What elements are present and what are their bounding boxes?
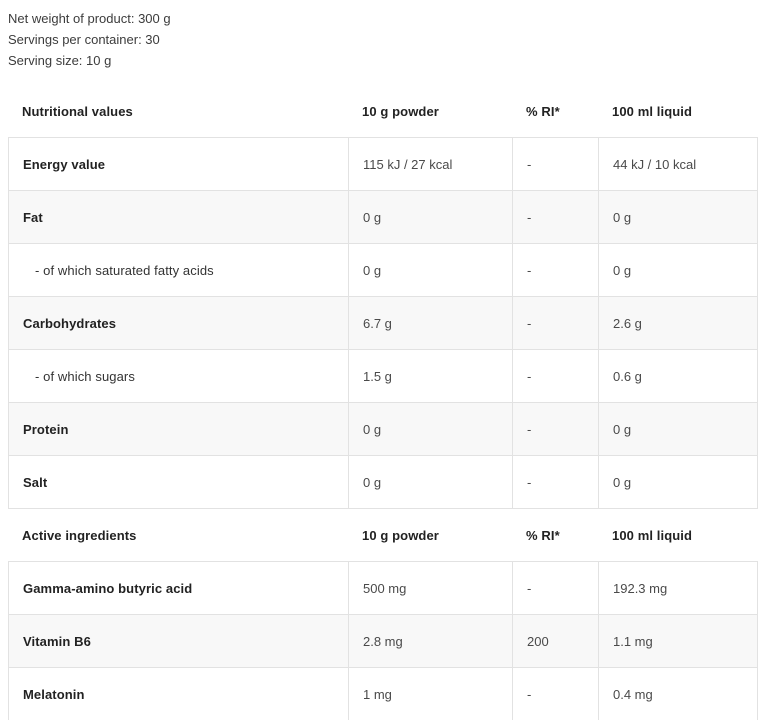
nutritional-values-table xyxy=(8,137,758,509)
liquid-value: 0.6 g xyxy=(598,350,757,402)
ri-value: - xyxy=(512,244,598,296)
table-row xyxy=(9,402,757,455)
table-row xyxy=(9,243,757,296)
nutritional-values-section xyxy=(8,85,758,509)
powder-value: 0 g xyxy=(348,456,512,508)
table-row xyxy=(9,562,757,614)
row-label-sub: - of which sugars xyxy=(35,368,135,384)
servings-text: Servings per container: 30 xyxy=(8,32,160,47)
ri-value: 200 xyxy=(512,615,598,667)
row-label: Vitamin B6 xyxy=(23,633,91,649)
row-label: Energy value xyxy=(23,156,106,172)
powder-value: 0 g xyxy=(348,191,512,243)
liquid-value: 0 g xyxy=(598,456,757,508)
header-powder: 10 g powder xyxy=(362,103,439,119)
ri-value: - xyxy=(512,403,598,455)
powder-value: 6.7 g xyxy=(348,297,512,349)
row-label: Protein xyxy=(23,421,69,437)
net-weight-text: Net weight of product: 300 g xyxy=(8,11,171,26)
serving-size-text: Serving size: 10 g xyxy=(8,53,112,68)
table-row xyxy=(9,138,757,190)
powder-value: 500 mg xyxy=(348,562,512,614)
table-row xyxy=(9,667,757,720)
header-powder: 10 g powder xyxy=(362,527,439,543)
ri-value: - xyxy=(512,297,598,349)
ri-value: - xyxy=(512,668,598,720)
row-label: Carbohydrates xyxy=(23,315,117,331)
header-ri: % RI* xyxy=(526,103,560,119)
row-label: Salt xyxy=(23,474,48,490)
table-row xyxy=(9,296,757,349)
row-label-sub: - of which saturated fatty acids xyxy=(35,262,214,278)
liquid-value: 2.6 g xyxy=(598,297,757,349)
ri-value: - xyxy=(512,456,598,508)
liquid-value: 192.3 mg xyxy=(598,562,757,614)
liquid-value: 0 g xyxy=(598,244,757,296)
liquid-value: 0 g xyxy=(598,191,757,243)
powder-value: 1 mg xyxy=(348,668,512,720)
product-info xyxy=(8,8,767,71)
liquid-value: 1.1 mg xyxy=(598,615,757,667)
header-liquid: 100 ml liquid xyxy=(612,103,693,119)
header-liquid: 100 ml liquid xyxy=(612,527,693,543)
liquid-value: 44 kJ / 10 kcal xyxy=(598,138,757,190)
liquid-value: 0.4 mg xyxy=(598,668,757,720)
header-ri: % RI* xyxy=(526,527,560,543)
header-active-ingredients: Active ingredients xyxy=(22,527,137,543)
liquid-value: 0 g xyxy=(598,403,757,455)
row-label: Melatonin xyxy=(23,686,85,702)
row-label: Gamma-amino butyric acid xyxy=(23,580,193,596)
powder-value: 0 g xyxy=(348,403,512,455)
active-ingredients-table xyxy=(8,561,758,720)
table-row xyxy=(9,190,757,243)
powder-value: 0 g xyxy=(348,244,512,296)
ri-value: - xyxy=(512,350,598,402)
active-ingredients-section xyxy=(8,509,758,720)
table-row xyxy=(9,455,757,508)
ri-value: - xyxy=(512,562,598,614)
nutritional-values-header-row xyxy=(8,85,758,137)
ri-value: - xyxy=(512,138,598,190)
table-row xyxy=(9,614,757,667)
table-row xyxy=(9,349,757,402)
powder-value: 115 kJ / 27 kcal xyxy=(348,138,512,190)
header-nutritional-values: Nutritional values xyxy=(22,103,133,119)
active-ingredients-header-row xyxy=(8,509,758,561)
row-label: Fat xyxy=(23,209,43,225)
powder-value: 1.5 g xyxy=(348,350,512,402)
powder-value: 2.8 mg xyxy=(348,615,512,667)
ri-value: - xyxy=(512,191,598,243)
